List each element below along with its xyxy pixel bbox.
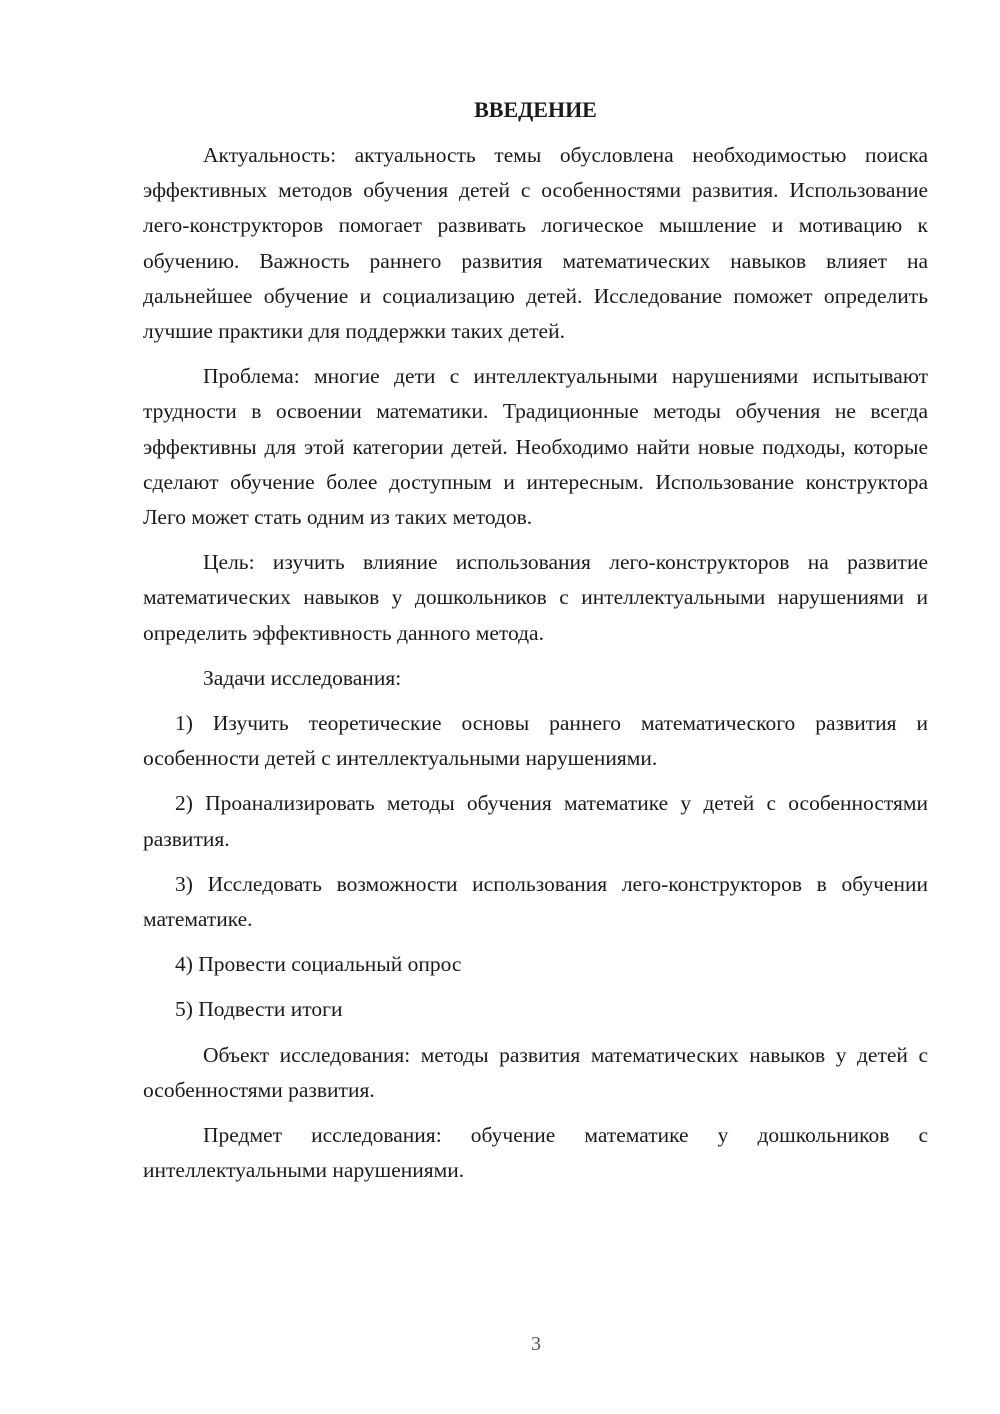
task-item-5: 5) Подвести итоги bbox=[175, 997, 343, 1022]
task-item-3: 3) Исследовать возможности использования лего-конструкторов в обучении математике. bbox=[143, 871, 928, 932]
task-item-1: 1) Изучить теоретические основы раннего математического развития и особенности детей с интеллектуальными нарушениями. bbox=[143, 711, 928, 771]
document-page bbox=[143, 94, 928, 1198]
problem-paragraph: Проблема: многие дети с интеллектуальными нарушениями испытывают трудности в освоении математики. Традиционные методы обучения не всегда эффективны для этой категории детей. Необходимо найти новые подходы, которые сделают обучение более доступным и интересным. Использование конструктора Лего может стать одним из таких методов. bbox=[143, 364, 928, 530]
goal-paragraph: Цель: изучить влияние использования лего-конструкторов на развитие математических навыков у дошкольников с интеллектуальными нарушениями и определить эффективность данного метода. bbox=[143, 550, 928, 645]
task-item-4: 4) Провести социальный опрос bbox=[175, 952, 462, 977]
page-title: ВВЕДЕНИЕ bbox=[474, 97, 597, 122]
page-number: 3 bbox=[531, 1333, 541, 1355]
tasks-heading: Задачи исследования: bbox=[203, 665, 402, 690]
object-paragraph: Объект исследования: методы развития математических навыков у детей с особенностями развития. bbox=[143, 1042, 928, 1102]
task-item-2: 2) Проанализировать методы обучения математике у детей с особенностями развития. bbox=[143, 791, 928, 851]
subject-paragraph: Предмет исследования: обучение математике у дошкольников с интеллектуальными нарушениями. bbox=[143, 1123, 928, 1183]
relevance-paragraph: Актуальность: актуальность темы обусловлена необходимостью поиска эффективных методов обучения детей с особенностями развития. Использование лего-конструкторов помогает развивать логическое мышление и мотивацию к обучению. Важность раннего развития математических навыков влияет на дальнейшее обучение и социализацию детей. Исследование поможет определить лучшие практики для поддержки таких детей. bbox=[143, 143, 928, 344]
